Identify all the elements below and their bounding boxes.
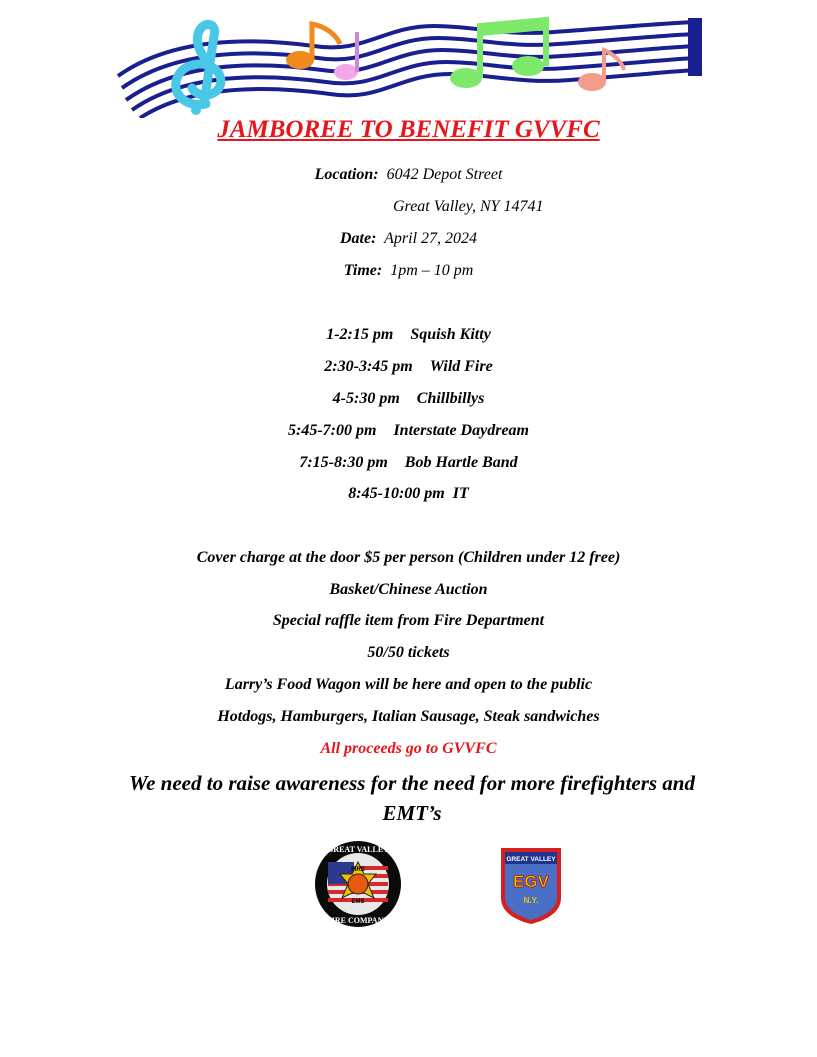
schedule-row (0, 358, 817, 376)
schedule-time: 1-2:15 pm (326, 326, 394, 343)
schedule-band: Chillbillys (416, 390, 485, 407)
fire-company-logo (314, 840, 402, 928)
proceeds-note: All proceeds go to GVVFC (320, 740, 497, 757)
schedule-band: Wild Fire (429, 358, 493, 375)
patch-center-text: EGV (513, 872, 549, 891)
schedule-row (0, 326, 817, 344)
music-notes-banner (114, 16, 702, 118)
page-title: JAMBOREE TO BENEFIT GVVFC (217, 116, 600, 143)
location-line (0, 166, 817, 184)
location-label: Location: (314, 166, 379, 183)
staff-end-bar (688, 18, 702, 76)
patch-bottom-text: N.Y. (523, 896, 539, 905)
logo-bottom-text: FIRE COMPANY (326, 916, 390, 925)
info-line: Hotdogs, Hamburgers, Italian Sausage, Steak sandwiches (217, 708, 600, 725)
time-label: Time: (343, 262, 383, 279)
info-line: Special raffle item from Fire Department (272, 612, 545, 629)
date-label: Date: (339, 230, 377, 247)
time-value: 1pm – 10 pm (390, 262, 474, 279)
schedule-row (0, 485, 817, 503)
logo-top-text: GREAT VALLEY (327, 845, 389, 854)
schedule-time: 8:45-10:00 pm (348, 485, 445, 502)
awareness-message: We need to raise awareness for the need for more firefighters and EMT’s (128, 771, 695, 825)
schedule-time: 5:45-7:00 pm (288, 422, 377, 439)
time-line (0, 262, 817, 280)
patch-top-text: GREAT VALLEY (506, 856, 556, 863)
badge-top-text: FIRE (351, 867, 365, 873)
schedule-band: Bob Hartle Band (404, 454, 518, 471)
schedule-row (0, 422, 817, 440)
date-line (0, 230, 817, 248)
badge-bottom-text: EMS (351, 899, 365, 905)
schedule-time: 4-5:30 pm (332, 390, 400, 407)
info-line: Basket/Chinese Auction (329, 581, 488, 598)
schedule-row (0, 390, 817, 408)
schedule-band: Interstate Daydream (393, 422, 529, 439)
schedule-time: 7:15-8:30 pm (299, 454, 388, 471)
location-city: Great Valley, NY 14741 (393, 198, 544, 215)
schedule-band: Squish Kitty (410, 326, 491, 343)
ems-patch-logo (497, 844, 565, 926)
info-line: Cover charge at the door $5 per person (Children under 12 free) (196, 549, 621, 566)
schedule-band: IT (452, 485, 469, 502)
date-value: April 27, 2024 (384, 230, 478, 247)
info-line: 50/50 tickets (367, 644, 450, 661)
schedule-row (0, 454, 817, 472)
location-street: 6042 Depot Street (386, 166, 503, 183)
flame-icon (348, 874, 368, 894)
schedule-time: 2:30-3:45 pm (324, 358, 413, 375)
info-line: Larry’s Food Wagon will be here and open to the public (224, 676, 593, 693)
